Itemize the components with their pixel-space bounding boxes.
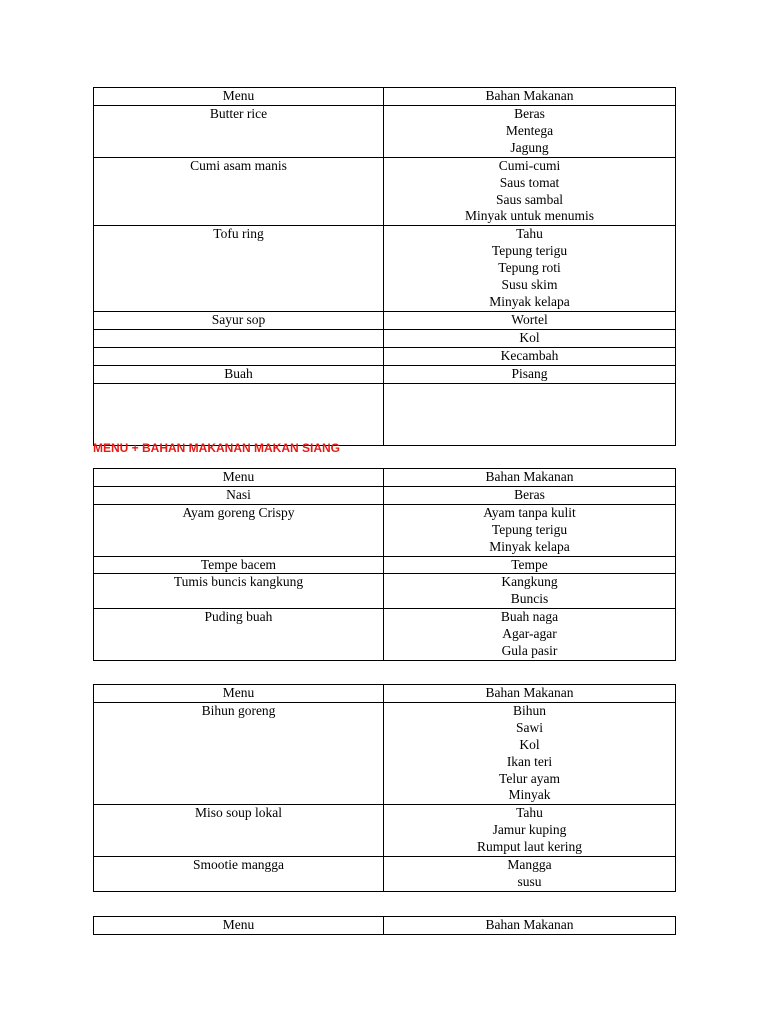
ingredient: Kol (519, 736, 540, 752)
header-row (94, 88, 676, 106)
table-row (94, 106, 676, 158)
ingredient: Mentega (505, 122, 554, 138)
ingredient: Minyak kelapa (489, 538, 570, 554)
ingredient: Tepung roti (498, 260, 561, 276)
ingredient: Sawi (516, 719, 543, 735)
ingredient: Minyak kelapa (489, 293, 570, 309)
ingredient: Tahu (516, 805, 543, 821)
ingredient: Minyak untuk menumis (465, 208, 594, 224)
header-menu: Menu (94, 917, 384, 935)
menu-cell (94, 329, 384, 347)
ingredient: Ikan teri (506, 753, 553, 769)
table-body (94, 469, 676, 661)
ingredients-cell (384, 574, 676, 609)
table-row (94, 504, 676, 556)
ingredients-cell (384, 609, 676, 661)
menu-cell: Tempe bacem (94, 556, 384, 574)
ingredient: Tepung terigu (491, 243, 568, 259)
ingredient: Gula pasir (501, 643, 558, 659)
ingredients-cell (384, 556, 676, 574)
ingredient: Tempe (511, 556, 548, 572)
ingredient: Ayam tanpa kulit (483, 504, 576, 520)
menu-cell: Cumi asam manis (94, 157, 384, 226)
header-menu: Menu (94, 469, 384, 487)
ingredient: Agar-agar (502, 626, 557, 642)
menu-table-2 (93, 468, 676, 661)
ingredient: Buncis (510, 591, 549, 607)
header-bahan-makanan: Bahan Makanan (384, 88, 676, 106)
header-menu: Menu (94, 685, 384, 703)
ingredients-cell (384, 106, 676, 158)
ingredient: Tahu (516, 226, 543, 242)
ingredient: Telur ayam (499, 770, 560, 786)
table-body (94, 685, 676, 892)
ingredient: Kol (519, 329, 540, 345)
ingredient: Cumi-cumi (498, 157, 561, 173)
section-heading: MENU + BAHAN MAKANAN MAKAN SIANG (93, 441, 340, 455)
header-row (94, 469, 676, 487)
table-row (94, 226, 676, 312)
menu-table-1 (93, 87, 676, 446)
header-bahan-makanan: Bahan Makanan (384, 917, 676, 935)
menu-cell: Miso soup lokal (94, 805, 384, 857)
ingredient: susu (517, 873, 542, 889)
menu-table-4 (93, 916, 676, 935)
menu-cell: Nasi (94, 486, 384, 504)
ingredients-cell (384, 383, 676, 445)
ingredient: Pisang (511, 365, 548, 381)
ingredients-cell (384, 365, 676, 383)
table-row (94, 857, 676, 892)
header-bahan-makanan: Bahan Makanan (384, 685, 676, 703)
table-row (94, 311, 676, 329)
menu-cell (94, 383, 384, 445)
menu-cell: Butter rice (94, 106, 384, 158)
table-row (94, 157, 676, 226)
menu-cell: Buah (94, 365, 384, 383)
ingredients-cell (384, 329, 676, 347)
menu-table-3 (93, 684, 676, 892)
menu-cell (94, 347, 384, 365)
header-menu: Menu (94, 88, 384, 106)
ingredient: Beras (514, 486, 545, 502)
ingredients-cell (384, 486, 676, 504)
menu-cell: Bihun goreng (94, 702, 384, 804)
header-row (94, 917, 676, 935)
ingredient: Tepung terigu (491, 521, 568, 537)
table-row (94, 556, 676, 574)
table-row (94, 805, 676, 857)
menu-cell: Smootie mangga (94, 857, 384, 892)
ingredient: Jamur kuping (492, 822, 567, 838)
ingredient: Minyak (508, 787, 551, 803)
header-row (94, 685, 676, 703)
menu-cell: Puding buah (94, 609, 384, 661)
ingredient: Jagung (510, 139, 549, 155)
ingredient: Beras (514, 106, 545, 121)
table-body (94, 88, 676, 446)
ingredient: Buah naga (500, 609, 559, 625)
table-row (94, 347, 676, 365)
table-row (94, 486, 676, 504)
table-body (94, 917, 676, 935)
table-row (94, 329, 676, 347)
ingredients-cell (384, 311, 676, 329)
table-row-empty (94, 383, 676, 445)
menu-cell: Sayur sop (94, 311, 384, 329)
table-row (94, 365, 676, 383)
menu-cell: Tofu ring (94, 226, 384, 312)
ingredient: Saus tomat (499, 174, 560, 190)
table-row (94, 574, 676, 609)
ingredients-cell (384, 857, 676, 892)
ingredients-cell (384, 347, 676, 365)
menu-cell: Tumis buncis kangkung (94, 574, 384, 609)
ingredient: Wortel (511, 311, 548, 327)
table-row (94, 702, 676, 804)
ingredient: Saus sambal (495, 191, 564, 207)
ingredient: Kangkung (501, 574, 558, 590)
ingredients-cell (384, 157, 676, 226)
ingredients-cell (384, 805, 676, 857)
ingredient: Kecambah (500, 347, 559, 363)
ingredient: Mangga (507, 857, 552, 873)
ingredients-cell (384, 702, 676, 804)
ingredient: Bihun (512, 702, 546, 718)
ingredients-cell (384, 226, 676, 312)
header-bahan-makanan: Bahan Makanan (384, 469, 676, 487)
ingredient: Susu skim (501, 277, 558, 293)
menu-cell: Ayam goreng Crispy (94, 504, 384, 556)
ingredient: Rumput laut kering (477, 839, 582, 855)
ingredients-cell (384, 504, 676, 556)
table-row (94, 609, 676, 661)
